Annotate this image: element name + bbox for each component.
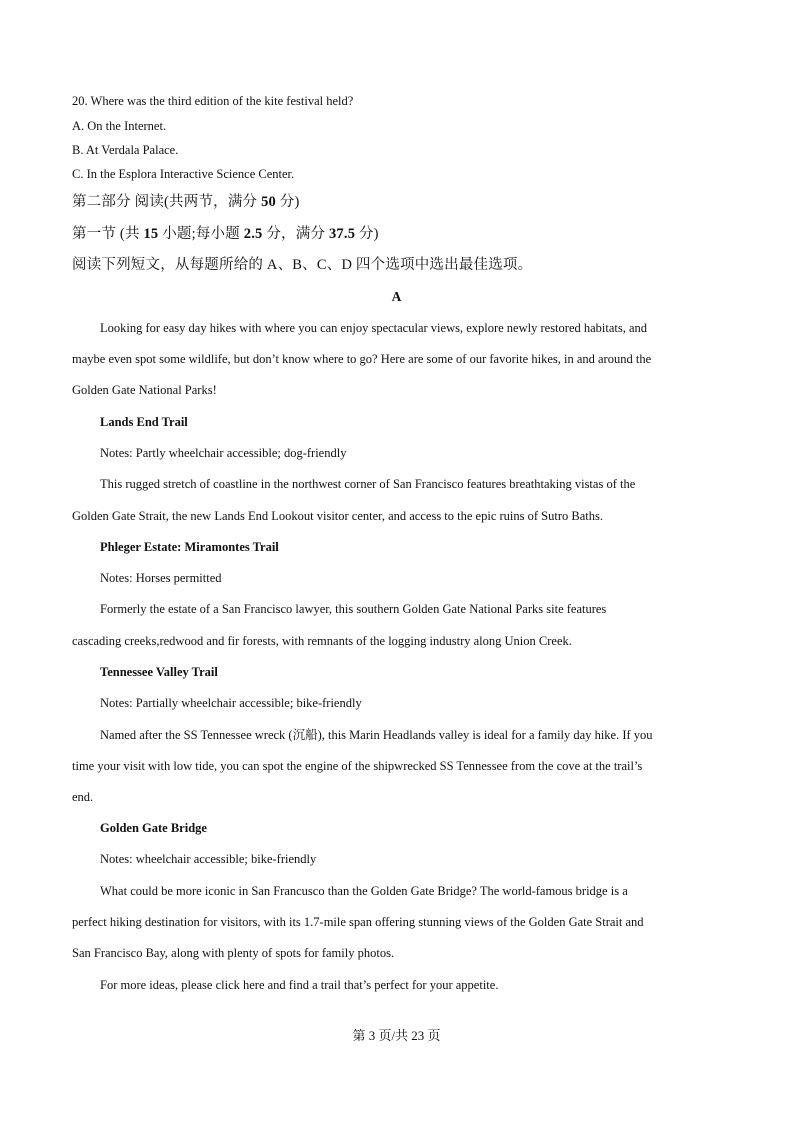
trail-notes: Notes: Partly wheelchair accessible; dog-friendly xyxy=(100,446,347,460)
option-c: C. In the Esplora Interactive Science Center. xyxy=(72,167,295,181)
closing-line: For more ideas, please click here and find a trail that’s perfect for your appetite. xyxy=(100,978,499,992)
intro-line: Golden Gate National Parks! xyxy=(72,383,217,397)
trail-notes: Notes: wheelchair accessible; bike-friendly xyxy=(100,852,317,866)
part-title: 第二部分 阅读(共两节，满分 50 分) xyxy=(72,194,300,210)
trail-desc: Golden Gate Strait, the new Lands End Lookout visitor center, and access to the epic ruins of Sutro Baths. xyxy=(72,509,603,523)
page-footer: 第 3 页/共 23 页 xyxy=(352,1028,441,1043)
question-stem: 20. Where was the third edition of the kite festival held? xyxy=(72,94,354,108)
trail-title: Tennessee Valley Trail xyxy=(100,665,218,679)
trail-notes: Notes: Partially wheelchair accessible; bike-friendly xyxy=(100,696,362,710)
option-a: A. On the Internet. xyxy=(72,119,167,133)
intro-line: Looking for easy day hikes with where you can enjoy spectacular views, explore newly restored habitats, and xyxy=(100,321,648,335)
trail-desc: This rugged stretch of coastline in the northwest corner of San Francisco features breathtaking vistas of the xyxy=(100,477,636,491)
trail-desc: cascading creeks,redwood and fir forests, with remnants of the logging industry along Union Creek. xyxy=(72,634,572,648)
instruction: 阅读下列短文，从每题所给的 A、B、C、D 四个选项中选出最佳选项。 xyxy=(72,257,533,273)
trail-notes: Notes: Horses permitted xyxy=(100,571,222,585)
passage-label: A xyxy=(391,289,402,304)
trail-desc: end. xyxy=(72,790,94,804)
trail-title: Lands End Trail xyxy=(100,415,188,429)
intro-line: maybe even spot some wildlife, but don’t know where to go? Here are some of our favorite hikes, in and around the xyxy=(72,352,652,366)
trail-desc: time your visit with low tide, you can spot the engine of the shipwrecked SS Tennessee from the cove at the trail’s xyxy=(72,759,643,773)
trail-title: Golden Gate Bridge xyxy=(100,821,207,835)
trail-desc: What could be more iconic in San Francusco than the Golden Gate Bridge? The world-famous bridge is a xyxy=(100,884,628,898)
trail-desc: San Francisco Bay, along with plenty of spots for family photos. xyxy=(72,946,395,960)
trail-desc: Named after the SS Tennessee wreck (沉船), this Marin Headlands valley is ideal for a family day hike. If you xyxy=(100,728,653,742)
trail-desc: Formerly the estate of a San Francisco lawyer, this southern Golden Gate National Parks site features xyxy=(100,602,607,616)
trail-desc: perfect hiking destination for visitors, with its 1.7-mile span offering stunning views of the Golden Gate Strait and xyxy=(72,915,644,929)
trail-title: Phleger Estate: Miramontes Trail xyxy=(100,540,279,554)
sub-title: 第一节 (共 15 小题;每小题 2.5 分，满分 37.5 分) xyxy=(72,226,379,242)
option-b: B. At Verdala Palace. xyxy=(72,143,179,157)
